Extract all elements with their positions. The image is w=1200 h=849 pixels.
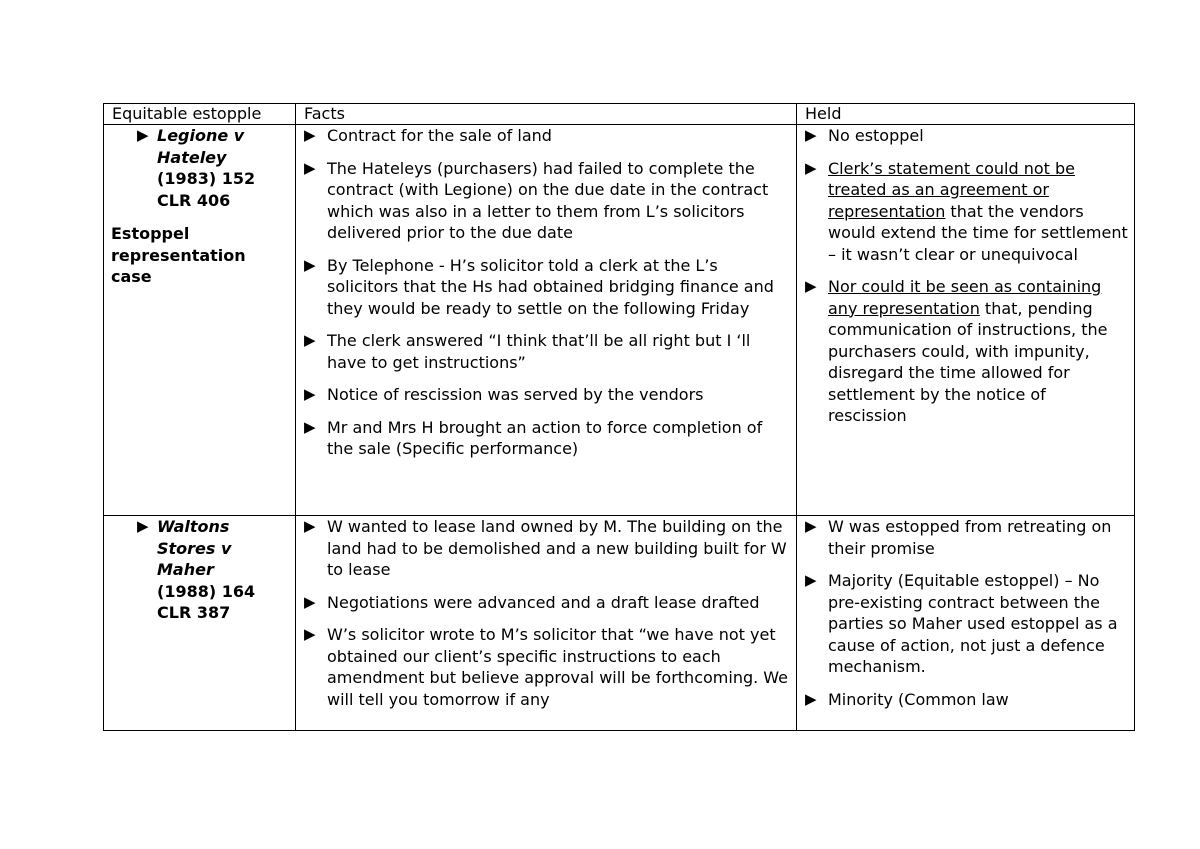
- fact-text: Contract for the sale of land: [327, 126, 552, 145]
- facts-list: [303, 125, 790, 460]
- list-item: [804, 689, 1128, 711]
- list-item: [303, 624, 790, 710]
- facts-list: [303, 516, 790, 710]
- list-item: [303, 158, 790, 244]
- case-entry: [111, 125, 289, 211]
- fact-text: W wanted to lease land owned by M. The building on the land had to be demolished and a new building built for W to lease: [327, 517, 787, 579]
- fact-text: The clerk answered “I think that’ll be all right but I ‘ll have to get instructions”: [327, 331, 751, 372]
- case-name: Legione v Hateley: [157, 126, 245, 167]
- list-item: [804, 276, 1128, 427]
- arrow-bullet-icon: ▶: [805, 571, 817, 589]
- case-citation: (1988) 164 CLR 387: [157, 581, 256, 622]
- list-item: [303, 330, 790, 373]
- held-list: [804, 125, 1128, 427]
- held-text: No estoppel: [828, 126, 924, 145]
- list-item: [303, 384, 790, 406]
- arrow-bullet-icon: ▶: [304, 625, 316, 643]
- case-cell: [104, 125, 296, 516]
- list-item: [804, 516, 1128, 559]
- header-cell-facts: [296, 104, 797, 125]
- arrow-bullet-icon: ▶: [304, 385, 316, 403]
- case-entry: [111, 516, 289, 624]
- table-row: [104, 125, 1135, 516]
- arrow-bullet-icon: ▶: [805, 517, 817, 535]
- case-name: Waltons Stores v Maher: [157, 517, 232, 579]
- arrow-bullet-icon: ▶: [304, 592, 316, 611]
- list-item: [303, 125, 790, 147]
- arrow-bullet-icon: ▶: [304, 126, 316, 144]
- facts-cell: [296, 125, 797, 516]
- list-item: [303, 516, 790, 581]
- header-cell-held: [797, 104, 1135, 125]
- held-text: Minority (Common law: [828, 689, 1009, 709]
- list-item: [804, 570, 1128, 678]
- held-list: [804, 516, 1128, 710]
- arrow-bullet-icon: ▶: [137, 126, 149, 144]
- held-text: Majority (Equitable estoppel) – No pre-existing contract between the parties so Maher used estoppel as a cause of action, not just a defence mechanism.: [828, 571, 1118, 676]
- table-header-row: [104, 104, 1135, 125]
- cases-table: [103, 103, 1135, 731]
- arrow-bullet-icon: ▶: [304, 331, 316, 349]
- fact-text: Mr and Mrs H brought an action to force completion of the sale (Specific performance): [327, 417, 763, 458]
- held-underlined-text: Clerk’s statement could not be treated as an agreement or representation: [828, 158, 1075, 221]
- arrow-bullet-icon: ▶: [304, 158, 316, 177]
- arrow-bullet-icon: ▶: [304, 517, 316, 535]
- header-held-label: Held: [805, 104, 842, 123]
- header-case-label: Equitable estopple: [112, 104, 262, 123]
- held-text: that the vendors would extend the time for settlement – it wasn’t clear or unequivocal: [828, 201, 1128, 264]
- fact-text: The Hateleys (purchasers) had failed to complete the contract (with Legione) on the due date in the contract which was also in a letter to them from L’s solicitors delivered prior to the due date: [327, 158, 769, 242]
- arrow-bullet-icon: ▶: [137, 517, 149, 535]
- table-row: [104, 516, 1135, 731]
- fact-text: Negotiations were advanced and a draft lease drafted: [327, 592, 760, 612]
- arrow-bullet-icon: ▶: [805, 158, 817, 177]
- held-cell: [797, 125, 1135, 516]
- list-item: [303, 255, 790, 320]
- fact-text: W’s solicitor wrote to M’s solicitor that “we have not yet obtained our client’s specific instructions to each amendment but believe approval will be forthcoming. We will tell you tomorrow if any: [327, 625, 789, 709]
- list-item: [303, 592, 790, 614]
- arrow-bullet-icon: ▶: [805, 277, 817, 295]
- fact-text: By Telephone - H’s solicitor told a clerk at the L’s solicitors that the Hs had obtained bridging finance and they would be ready to settle on the following Friday: [327, 255, 774, 318]
- facts-cell: [296, 516, 797, 731]
- fact-text: Notice of rescission was served by the vendors: [327, 385, 704, 404]
- arrow-bullet-icon: ▶: [304, 255, 316, 274]
- header-facts-label: Facts: [304, 104, 345, 123]
- list-item: [804, 158, 1128, 266]
- arrow-bullet-icon: ▶: [805, 126, 817, 144]
- held-text: W was estopped from retreating on their promise: [828, 517, 1112, 558]
- case-note: Estoppel representation case: [111, 224, 246, 286]
- case-cell: [104, 516, 296, 731]
- arrow-bullet-icon: ▶: [304, 417, 316, 436]
- held-underlined-text: Nor could it be seen as containing any representation: [828, 277, 1102, 318]
- list-item: [303, 417, 790, 460]
- held-cell: [797, 516, 1135, 731]
- held-text: that, pending communication of instructions, the purchasers could, with impunity, disregard the time allowed for settlement by the notice of rescission: [828, 298, 1108, 425]
- arrow-bullet-icon: ▶: [805, 689, 817, 708]
- list-item: [804, 125, 1128, 147]
- header-cell-case: [104, 104, 296, 125]
- case-citation: (1983) 152 CLR 406: [157, 169, 256, 210]
